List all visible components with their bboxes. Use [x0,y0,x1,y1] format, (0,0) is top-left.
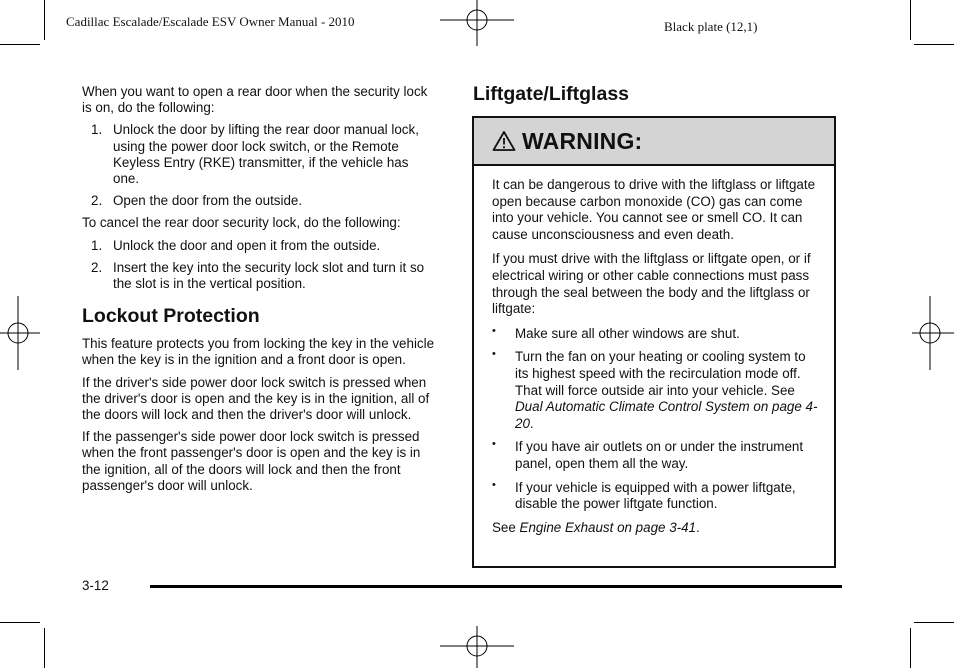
page-number: 3-12 [82,578,109,593]
engine-exhaust-reference-link[interactable]: Engine Exhaust on page 3-41 [519,519,696,535]
security-lock-intro: When you want to open a rear door when the security lock is on, do the following: [82,84,428,116]
list-item: 2. Insert the key into the security lock slot and turn it so the slot is in the vertical position. [91,259,425,292]
warning-paragraph: If you must drive with the liftglass or liftgate open, or if electrical wiring or other cable connections must pass through the seal between the body and the liftglass or liftgate: [492,251,811,317]
list-item: 2. Open the door from the outside. [91,193,303,209]
registration-mark-bottom [440,626,516,668]
list-item: • Turn the fan on your heating or cooling system to its highest speed with the recirculation mode off. That will force outside air into your vehicle. See Dual Automatic Climate Control System on page 4-20. [492,348,818,431]
list-item: • Make sure all other windows are shut. [492,324,740,341]
registration-mark-right [912,296,954,372]
registration-mark-top [440,0,516,48]
cancel-lock-steps [82,238,438,293]
climate-control-reference-link[interactable]: Dual Automatic Climate Control System on page 4-20 [515,399,818,431]
footer-rule [150,585,842,588]
left-column [82,84,438,500]
lockout-paragraph: If the driver's side power door lock switch is pressed when the driver's door is open and the key is in the ignition, all of the doors will lock and then the driver's door will unlock. [82,374,430,423]
lockout-paragraph: This feature protects you from locking the key in the vehicle when the key is in the ignition and a front door is open. [82,336,435,368]
lockout-paragraph: If the passenger's side power door lock switch is pressed when the front passenger's door is open and the key is in the ignition, all of the doors will lock and then the front passenger's door will unlock. [82,429,421,493]
plate-label: Black plate (12,1) [664,19,758,34]
open-door-steps [82,122,438,209]
manual-title: Cadillac Escalade/Escalade ESV Owner Manual - 2010 [66,14,355,29]
warning-triangle-icon [492,130,516,152]
liftgate-heading: Liftgate/Liftglass [473,83,630,105]
list-item: • If your vehicle is equipped with a power liftgate, disable the power liftgate function. [492,478,796,512]
registration-mark-left [0,296,40,372]
lockout-protection-heading: Lockout Protection [82,305,260,328]
warning-bullets [492,326,820,513]
warning-paragraph: It can be dangerous to drive with the liftglass or liftgate open because carbon monoxide (CO) gas can come into your vehicle. You cannot see or smell CO. It can cause unconsciousness and even death. [492,177,816,242]
warning-body [474,166,834,536]
list-item: 1. Unlock the door by lifting the rear door manual lock, using the power door lock switch, or the Remote Keyless Entry (RKE) transmitter, if the vehicle has one. [91,122,419,187]
list-item: • If you have air outlets on or under the instrument panel, open them all the way. [492,438,804,471]
warning-header [474,118,834,166]
see-also: See Engine Exhaust on page 3-41. [492,519,700,535]
warning-title: WARNING: [522,127,643,154]
warning-box [472,116,836,568]
list-item: 1. Unlock the door and open it from the outside. [91,237,381,253]
cancel-lock-intro: To cancel the rear door security lock, do the following: [82,215,401,231]
